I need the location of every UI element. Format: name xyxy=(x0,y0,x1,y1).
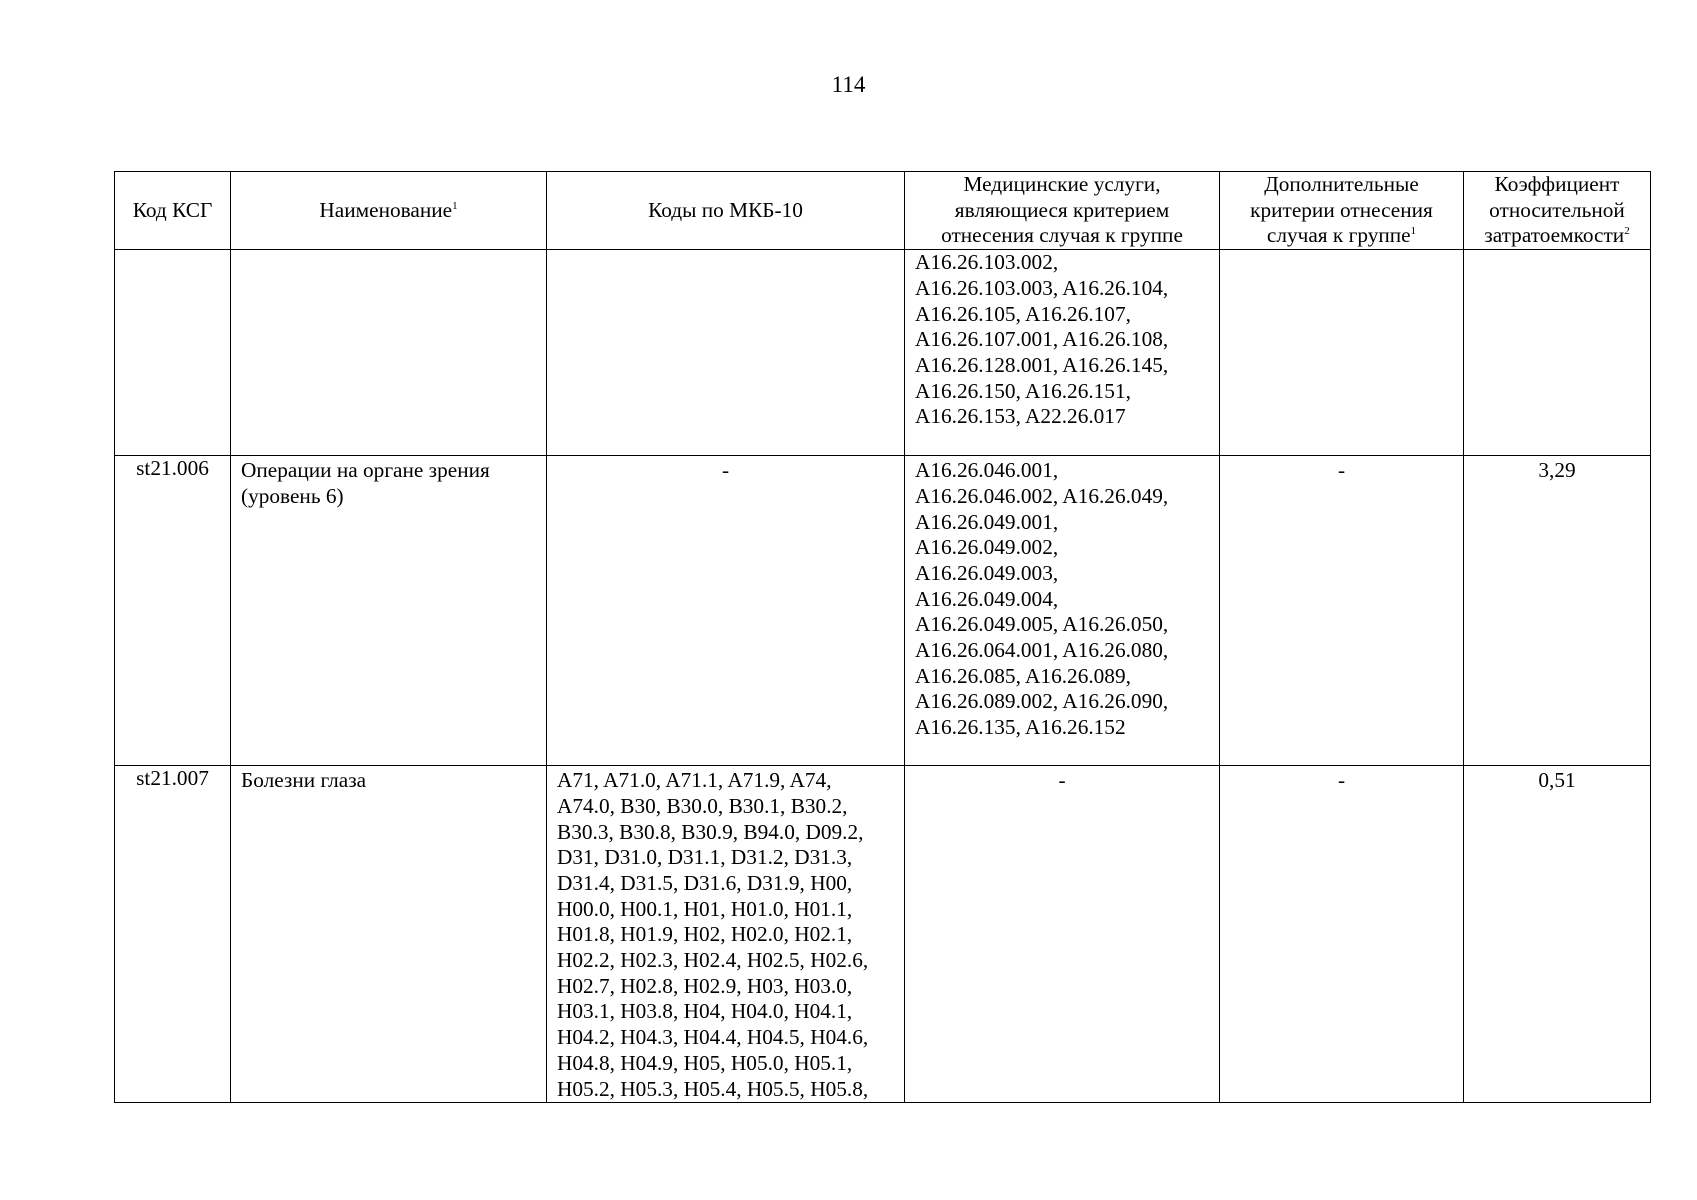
header-ksg-code: Код КСГ xyxy=(115,172,231,250)
table-row xyxy=(115,766,1651,1103)
cell-extra-criteria: - xyxy=(1220,456,1464,766)
page-number: 114 xyxy=(831,72,866,97)
cell-ksg-code: st21.007 xyxy=(115,766,231,1103)
footnote-marker: 2 xyxy=(1624,225,1630,238)
cell-name: Болезни глаза xyxy=(231,766,547,1103)
ksg-table xyxy=(114,171,1651,1103)
header-mkb-codes: Коды по МКБ-10 xyxy=(547,172,905,250)
cell-mkb-codes: - xyxy=(547,456,905,766)
cell-name: Операции на органе зрения (уровень 6) xyxy=(231,456,547,766)
table-header-row xyxy=(115,172,1651,250)
table-row xyxy=(115,456,1651,766)
cell-cost-coefficient: 0,51 xyxy=(1464,766,1651,1103)
cell-cost-coefficient xyxy=(1464,250,1651,456)
header-extra-criteria: Дополнительные критерии отнесения случая к группе$^1$ xyxy=(1220,172,1464,250)
footnote-marker: 1 xyxy=(1410,225,1417,238)
header-name: Наименование$^1$ xyxy=(231,172,547,250)
footnote-marker: 1 xyxy=(452,199,458,212)
table-row xyxy=(115,250,1651,456)
header-cost-coefficient: Коэффициент относительной затратоемкости$^2$ xyxy=(1464,172,1651,250)
cell-ksg-code xyxy=(115,250,231,456)
header-medical-services: Медицинские услуги, являющиеся критерием отнесения случая к группе xyxy=(905,172,1220,250)
cell-mkb-codes: A71, A71.0, A71.1, A71.9, A74, A74.0, B30, B30.0, B30.1, B30.2, B30.3, B30.8, B30.9, B94.0, D09.2, D31, D31.0, D31.1, D31.2, D31.3, D31.4, D31.5, D31.6, D31.9, H00, H00.0, H00.1, H01, H01.0, H01.1, H01.8, H01.9, H02, H02.0, H02.1, H02.2, H02.3, H02.4, H02.5, H02.6, H02.7, H02.8, H02.9, H03, H03.0, H03.1, H03.8, H04, H04.0, H04.1, H04.2, H04.3, H04.4, H04.5, H04.6, H04.8, H04.9, H05, H05.0, H05.1, H05.2, H05.3, H05.4, H05.5, H05.8, xyxy=(547,766,905,1103)
cell-mkb-codes xyxy=(547,250,905,456)
cell-medical-services: A16.26.103.002, A16.26.103.003, A16.26.104, A16.26.105, A16.26.107, A16.26.107.001, A16.26.108, A16.26.128.001, A16.26.145, A16.26.150, A16.26.151, A16.26.153, A22.26.017 xyxy=(905,250,1220,456)
cell-medical-services: - xyxy=(905,766,1220,1103)
cell-extra-criteria: - xyxy=(1220,766,1464,1103)
cell-ksg-code: st21.006 xyxy=(115,456,231,766)
cell-medical-services: A16.26.046.001, A16.26.046.002, A16.26.049, A16.26.049.001, A16.26.049.002, A16.26.049.003, A16.26.049.004, A16.26.049.005, A16.26.050, A16.26.064.001, A16.26.080, A16.26.085, A16.26.089, A16.26.089.002, A16.26.090, A16.26.135, A16.26.152 xyxy=(905,456,1220,766)
cell-cost-coefficient: 3,29 xyxy=(1464,456,1651,766)
cell-extra-criteria xyxy=(1220,250,1464,456)
cell-name xyxy=(231,250,547,456)
